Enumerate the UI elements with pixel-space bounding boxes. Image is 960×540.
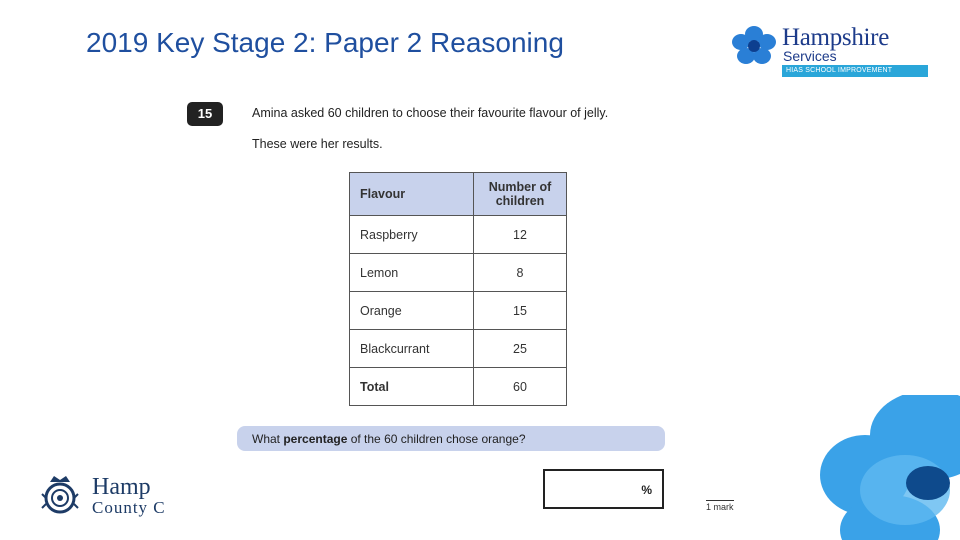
prompt-bold: percentage <box>283 432 348 446</box>
table-row <box>350 330 567 368</box>
question-number-badge: 15 <box>187 102 223 126</box>
table-row <box>350 254 567 292</box>
table-row <box>350 292 567 330</box>
flavour-cell: Orange <box>350 292 474 330</box>
count-cell: 15 <box>474 292 567 330</box>
slide-title: 2019 Key Stage 2: Paper 2 Reasoning <box>86 27 564 58</box>
hampshire-county-council-logo <box>40 474 178 520</box>
question-prompt <box>252 432 526 446</box>
county-logo-line2: County C <box>92 498 166 517</box>
question-prompt-bar <box>237 426 665 451</box>
table-row <box>350 216 567 254</box>
count-cell: 25 <box>474 330 567 368</box>
question-subtext: These were her results. <box>252 137 383 151</box>
prompt-post: of the 60 children chose orange? <box>347 432 526 446</box>
flavour-cell: Raspberry <box>350 216 474 254</box>
count-cell: 12 <box>474 216 567 254</box>
answer-unit: % <box>641 483 652 497</box>
flavour-cell: Lemon <box>350 254 474 292</box>
header-number-of-children: Number of children <box>474 173 567 216</box>
prompt-pre: What <box>252 432 284 446</box>
mark-label: 1 mark <box>706 502 734 512</box>
hampshire-services-name: Hampshire <box>782 24 889 51</box>
table-header-row <box>350 173 567 216</box>
question-text: Amina asked 60 children to choose their favourite flavour of jelly. <box>252 106 609 120</box>
crest-icon <box>40 474 80 516</box>
flavour-cell: Blackcurrant <box>350 330 474 368</box>
count-cell: 8 <box>474 254 567 292</box>
flower-icon <box>730 26 778 66</box>
total-label: Total <box>350 368 474 406</box>
county-logo-line1: Hamp <box>92 474 151 500</box>
table-total-row <box>350 368 567 406</box>
header-flavour: Flavour <box>350 173 474 216</box>
decorative-flower-icon <box>800 395 960 540</box>
hias-strip: HIAS SCHOOL IMPROVEMENT <box>782 65 928 77</box>
results-table <box>349 172 567 406</box>
answer-box[interactable] <box>543 469 664 509</box>
hampshire-services-logo <box>730 24 930 80</box>
hampshire-services-sub: Services <box>783 48 837 64</box>
total-value: 60 <box>474 368 567 406</box>
